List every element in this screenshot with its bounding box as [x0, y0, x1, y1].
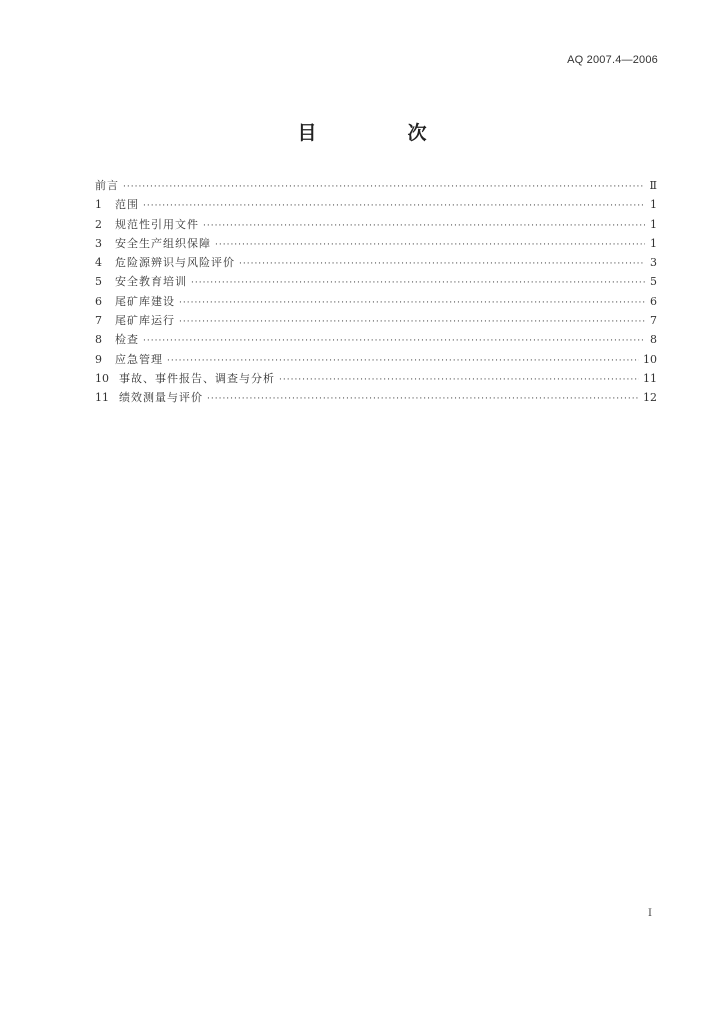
toc-item-page: 1 — [650, 236, 657, 250]
toc-item-number: 9 — [95, 352, 102, 366]
dot-leader — [179, 294, 645, 313]
toc-item-2[interactable] — [95, 215, 657, 234]
toc-item-page: Ⅱ — [649, 179, 657, 192]
toc-item-page: 10 — [643, 352, 657, 366]
toc-item-foreword[interactable] — [95, 176, 657, 195]
toc-item-title: 安全生产组织保障 — [115, 236, 211, 250]
toc-item-7[interactable] — [95, 311, 657, 330]
toc-item-number: 7 — [95, 314, 102, 328]
toc-item-page: 8 — [650, 333, 657, 347]
toc-item-6[interactable] — [95, 292, 657, 311]
dot-leader — [203, 217, 645, 236]
toc-item-5[interactable] — [95, 272, 657, 291]
toc-item-number: 1 — [95, 198, 102, 212]
dot-leader — [207, 390, 639, 409]
toc-item-page: 7 — [650, 314, 657, 328]
toc-item-title: 事故、事件报告、调查与分析 — [119, 371, 275, 385]
toc-item-title: 尾矿库运行 — [115, 314, 175, 328]
toc-item-9[interactable] — [95, 350, 657, 369]
dot-leader — [143, 332, 645, 351]
dot-leader — [191, 274, 645, 293]
toc-item-title: 危险源辨识与风险评价 — [115, 256, 235, 270]
toc-item-title: 规范性引用文件 — [115, 217, 199, 231]
toc-item-number: 11 — [95, 391, 109, 405]
toc-item-number: 8 — [95, 333, 102, 347]
toc-item-page: 5 — [650, 275, 657, 289]
toc-item-title: 前言 — [95, 179, 119, 192]
toc-item-page: 6 — [650, 294, 657, 308]
toc-item-8[interactable] — [95, 330, 657, 349]
toc-item-title: 尾矿库建设 — [115, 294, 175, 308]
toc-item-number: 10 — [95, 371, 109, 385]
toc-item-4[interactable] — [95, 253, 657, 272]
dot-leader — [123, 178, 645, 197]
toc-item-number: 3 — [95, 236, 102, 250]
table-of-contents — [95, 176, 657, 408]
dot-leader — [215, 236, 645, 255]
dot-leader — [279, 371, 639, 390]
toc-item-11[interactable] — [95, 388, 657, 407]
standard-code: AQ 2007.4—2006 — [567, 54, 658, 66]
toc-item-page: 12 — [643, 391, 657, 405]
toc-item-10[interactable] — [95, 369, 657, 388]
toc-item-page: 3 — [650, 256, 657, 270]
toc-item-3[interactable] — [95, 234, 657, 253]
toc-item-number: 4 — [95, 256, 102, 270]
page-number: I — [648, 908, 652, 919]
page-title: 目 次 — [297, 122, 463, 144]
toc-item-number: 5 — [95, 275, 102, 289]
toc-item-page: 1 — [650, 198, 657, 212]
toc-item-title: 检查 — [115, 333, 139, 347]
toc-item-title: 应急管理 — [115, 352, 163, 366]
toc-item-number: 6 — [95, 294, 102, 308]
toc-item-title: 绩效测量与评价 — [119, 391, 203, 405]
dot-leader — [143, 197, 645, 216]
toc-item-1[interactable] — [95, 195, 657, 214]
toc-item-number: 2 — [95, 217, 102, 231]
dot-leader — [239, 255, 645, 274]
toc-item-page: 1 — [650, 217, 657, 231]
toc-item-title: 范围 — [115, 198, 139, 212]
toc-item-title: 安全教育培训 — [115, 275, 187, 289]
toc-item-page: 11 — [643, 371, 657, 385]
dot-leader — [179, 313, 645, 332]
